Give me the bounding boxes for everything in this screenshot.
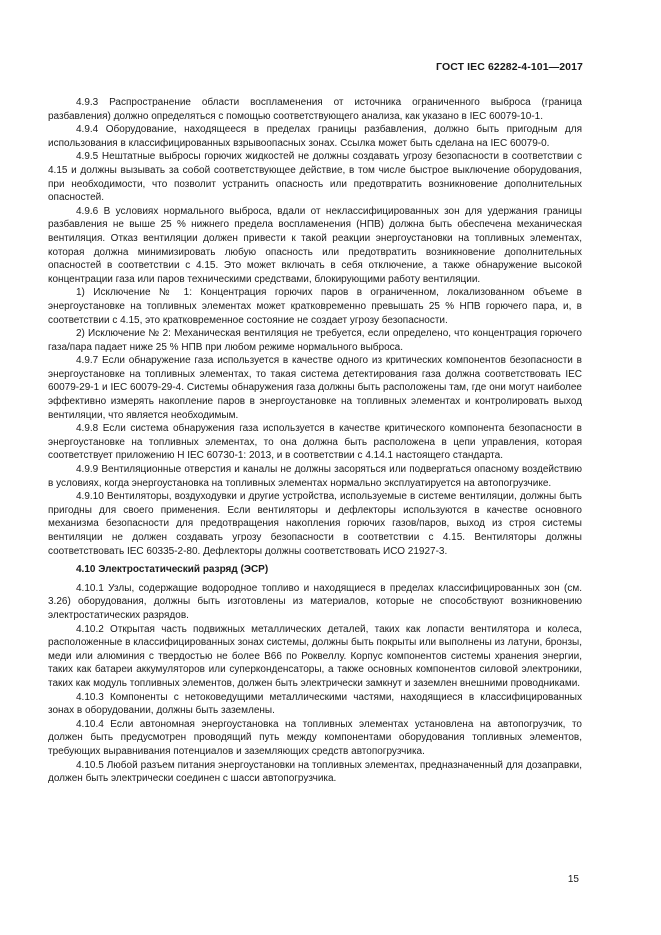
paragraph-4-9-6: 4.9.6 В условиях нормального выброса, вдали от неклассифицированных зон для удержания границы разбавления не выше 25 % нижнего предела воспламенения (НПВ) должна быть обеспечена механическая вентиляция. Отказ вентиляции должен привести к такой реакции энергоустановки на топливных элементах, которая должна минимизировать любую опасность или предотвратить возникновение дополнительных опасностей в соответствии с 4.15. Это может включать в себя отключение, а также обнаружение высокой концентрации газа или паров техническими средствами, блокирующими работу вентиляции. [48, 205, 582, 285]
paragraph-4-9-10: 4.9.10 Вентиляторы, воздуходувки и другие устройства, используемые в системе вентиляции, должны быть пригодны для своего применения. Если вентиляторы и дефлекторы используются в качестве основного механизма безопасности для предотвращения накопления горючих газов/паров, выход из строя системы вентиляции не должен создавать угрозу безопасности в соответствии с 4.15. Вентиляторы должны соответствовать IEC 60335-2-80. Дефлекторы должны соответствовать ИСО 21927-3. [48, 491, 582, 557]
paragraph-4-10-2: 4.10.2 Открытая часть подвижных металлических деталей, таких как лопасти вентилятора и колеса, расположенные в классифицированных зонах системы, должны быть покрыты или выполнены из латуни, бронзы, меди или алюминия с твердостью не более В66 по Роквеллу. Корпус компонентов системы хранения энергии, таких как батареи аккумуляторов или суперконденсаторы, а также основных компонентов силовой электроники, таких как модуль топливных элементов, должен быть электрически замкнут и заземлен внешними проводниками. [48, 623, 582, 689]
paragraph-4-9-5: 4.9.5 Нештатные выбросы горючих жидкостей не должны создавать угрозу безопасности в соответствии с 4.15 и должны вызывать за собой соответствующее действие, в том числе быстрое выключение оборудования, при необходимости, что позволит устранить опасность или предотвратить возникновение дополнительных опасностей. [48, 151, 582, 204]
document-body [48, 96, 582, 786]
exception-2: 2) Исключение № 2: Механическая вентиляция не требуется, если определено, что концентрация горючего газа/пара падает ниже 25 % НПВ при любом режиме нормального выброса. [48, 328, 582, 353]
standard-header: ГОСТ IEC 62282-4-101—2017 [436, 61, 583, 73]
paragraph-4-10-3: 4.10.3 Компоненты с нетоковедущими металлическими частями, находящиеся в классифицированных зонах в оборудовании, должны быть заземлены. [48, 691, 582, 717]
page-number: 15 [567, 874, 579, 885]
paragraph-4-9-8: 4.9.8 Если система обнаружения газа используется в качестве критического компонента безопасности в энергоустановке на топливных элементах, то она должна быть расположена в цепи управления, которая соответствует приложению Н IEC 60730-1: 2013, и в соответствии с 4.14.1 настоящего стандарта. [48, 423, 582, 462]
paragraph-4-9-9: 4.9.9 Вентиляционные отверстия и каналы не должны засоряться или подвергаться опасному воздействию в условиях, когда энергоустановка на топливных элементах нормально эксплуатируется на автопогрузчике. [48, 464, 582, 489]
paragraph-4-10-4: 4.10.4 Если автономная энергоустановка на топливных элементах установлена на автопогрузчик, то должен быть предусмотрен проводящий путь между компонентами оборудования топливных элементов, требующих выравнивания потенциалов и заземляющих средств автопогрузчика. [48, 718, 582, 757]
paragraph-4-9-7: 4.9.7 Если обнаружение газа используется в качестве одного из критических компонентов безопасности в энергоустановке на топливных элементах, то такая система детектирования газа должна соответствовать IEC 60079-29-1 и IEC 60079-29-4. Системы обнаружения газа должны быть расположены там, где они могут наиболее эффективно измерять накопление паров в энергоустановке на топливных элементах и контролировать выход вентиляции, что является необходимым. [48, 355, 582, 421]
paragraph-4-10-5: 4.10.5 Любой разъем питания энергоустановки на топливных элементах, предназначенный для дозаправки, должен быть электрически соединен с шасси автопогрузчика. [48, 759, 582, 785]
exception-1: 1) Исключение № 1: Концентрация горючих паров в ограниченном, локализованном объеме в энергоустановке на топливных элементах может кратковременно превышать 25 % НПВ горючего пара, и, в соответствии с 4.15, это кратковременное состояние не создает угрозу безопасности. [48, 287, 582, 326]
paragraph-4-9-3: 4.9.3 Распространение области воспламенения от источника ограниченного выброса (граница разбавления) должно определяться с помощью соответствующего анализа, как указано в IEC 60079-10-1. [48, 97, 582, 122]
paragraph-4-9-4: 4.9.4 Оборудование, находящееся в пределах границы разбавления, должно быть пригодным для использования в классифицированных взрывоопасных зонах. Ссылка может быть сделана на IEC 60079-0. [48, 124, 582, 149]
section-heading-4-10: 4.10 Электростатический разряд (ЭСР) [76, 564, 269, 576]
paragraph-4-10-1: 4.10.1 Узлы, содержащие водородное топливо и находящиеся в пределах классифицированных зон (см. 3.26) оборудования, должны быть изготовлены из материалов, которые не способствуют возникновению электростатических разрядов. [48, 582, 582, 621]
